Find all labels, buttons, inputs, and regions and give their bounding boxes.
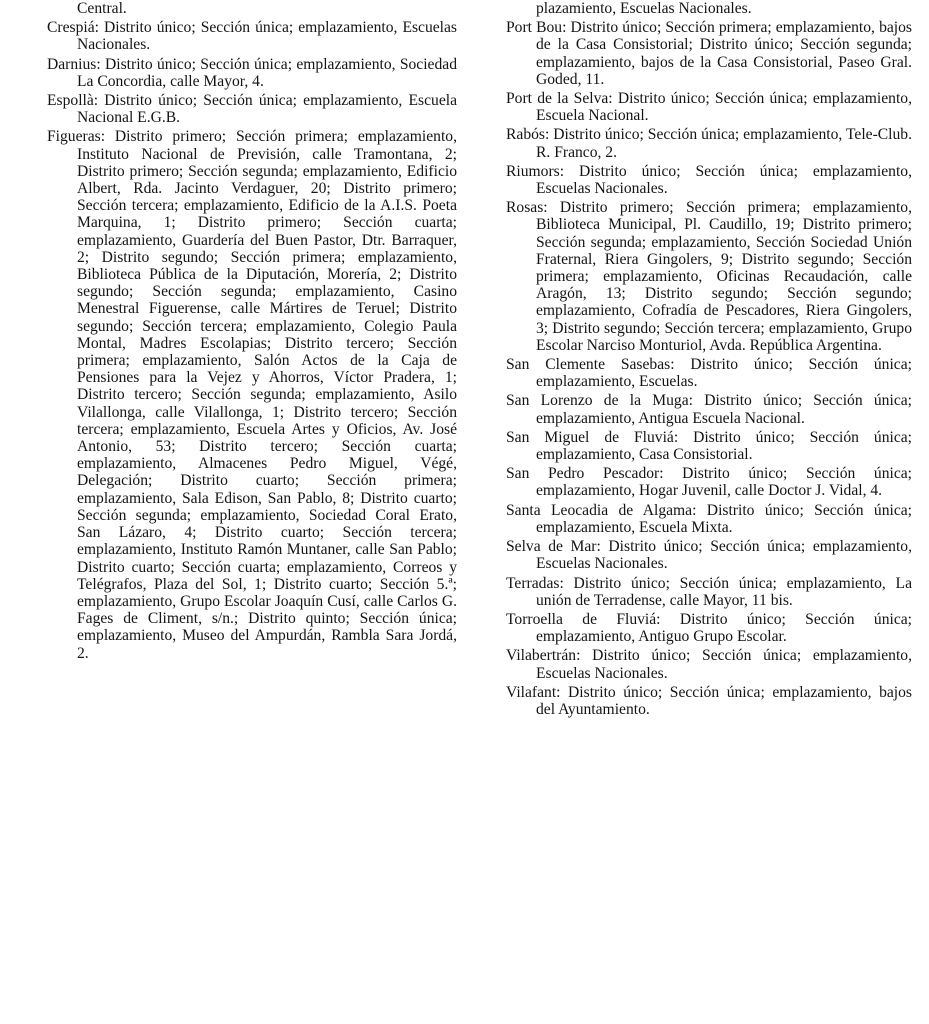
left-column-entry: Figueras: Distrito primero; Sección primera; emplazamiento, Instituto Nacional de Previsión, calle Tramontana, 2; Distrito primero; Sección segunda; emplazamiento, Edificio Albert, Rda. Jacinto Verdaguer, 20; Distrito primero; Sección tercera; emplazamiento, Edificio de la A.I.S. Poeta Marquina, 1; Distrito primero; Sección cuarta; emplazamiento, Guardería del Buen Pastor, Dtr. Barraquer, 2; Distrito segundo; Sección primera; emplazamiento, Biblioteca Pública de la Diputación, Morería, 2; Distrito segundo; Sección segunda; emplazamiento, Casino Menestral Figuerense, calle Mártires de Teruel; Distrito segundo; Sección tercera; emplazamiento, Colegio Paula Montal, Madres Escolapias; Distrito tercero; Sección primera; emplazamiento, Salón Actos de la Caja de Pensiones para la Vejez y Ahorros, Víctor Pradera, 1; Distrito tercero; Sección segunda; emplazamiento, Asilo Vilallonga, calle Vilallonga, 1; Distrito tercero; Sección tercera; emplazamiento, Escuela Artes y Oficios, Av. José Antonio, 53; Distrito tercero; Sección cuarta; emplazamiento, Almacenes Pedro Miguel, Végé, Delegación; Distrito cuarto; Sección primera; emplazamiento, Sala Edison, San Pablo, 8; Distrito cuarto; Sección segunda; emplazamiento, Sociedad Coral Erato, San Lázaro, 4; Distrito cuarto; Sección tercera; emplazamiento, Instituto Ramón Muntaner, calle San Pablo; Distrito cuarto; Sección cuarta; emplazamiento, Correos y Telégrafos, Plaza del Sol, 1; Distrito cuarto; Sección 5.ª; emplazamiento, Grupo Escolar Joaquín Cusí, calle Carlos G. Fages de Climent, s/n.; Distrito quinto; Sección única; emplazamiento, Museo del Ampurdán, Rambla Sara Jordá, 2. [47,128,457,662]
right-column-entry: San Pedro Pescador: Distrito único; Sección única; emplazamiento, Hogar Juvenil, calle Doctor J. Vidal, 4. [506,465,912,500]
right-column-entry: Port de la Selva: Distrito único; Sección única; emplazamiento, Escuela Nacional. [506,90,912,125]
left-column [47,0,457,664]
left-column-entry: Central. [77,0,127,17]
right-column-entry: Vilabertrán: Distrito único; Sección única; emplazamiento, Escuelas Nacionales. [506,647,912,682]
left-column-entry: Crespiá: Distrito único; Sección única; emplazamiento, Escuelas Nacionales. [47,19,457,54]
right-column-entry: San Miguel de Fluviá: Distrito único; Sección única; emplazamiento, Casa Consistorial. [506,428,912,464]
left-column-entry: Espollà: Distrito único; Sección única; emplazamiento, Escuela Nacional E.G.B. [47,92,457,127]
right-column-entry: Rosas: Distrito primero; Sección primera; emplazamiento, Biblioteca Municipal, Pl. Caudillo, 19; Distrito primero; Sección segunda; emplazamiento, Sección Sociedad Unión Fraternal, Riera Gingolers, 9; Distrito segundo; Sección primera; emplazamiento, Oficinas Recaudación, calle Aragón, 13; Distrito segundo; Sección segundo; emplazamiento, Cofradía de Pescadores, Riera Gingolers, 3; Distrito segundo; Sección tercera; emplazamiento, Grupo Escolar Narciso Monturiol, Avda. República Argentina. [506,199,912,354]
right-column-entry: Terradas: Distrito único; Sección única; emplazamiento, La unión de Terradense, calle Mayor, 11 bis. [506,574,912,609]
right-column-entry: plazamiento, Escuelas Nacionales. [536,0,752,17]
right-column-entry: Port Bou: Distrito único; Sección primera; emplazamiento, bajos de la Casa Consistorial; Distrito único; Sección segunda; emplazamiento, bajos de la Casa Consistorial, Paseo Gral. Goded, 11. [506,19,912,88]
right-column-entry: Riumors: Distrito único; Sección única; emplazamiento, Escuelas Nacionales. [506,162,912,198]
right-column-entry: Selva de Mar: Distrito único; Sección única; emplazamiento, Escuelas Nacionales. [506,538,912,573]
left-column-entry: Darnius: Distrito único; Sección única; emplazamiento, Sociedad La Concordia, calle Mayor, 4. [47,55,457,90]
right-column-entry: San Clemente Sasebas: Distrito único; Sección única; emplazamiento, Escuelas. [506,356,912,391]
right-column [506,0,912,720]
right-column-entry: Vilafant: Distrito único; Sección única; emplazamiento, bajos del Ayuntamiento. [506,683,912,718]
right-column-entry: Rabós: Distrito único; Sección única; emplazamiento, Tele-Club. R. Franco, 2. [506,126,912,161]
right-column-entry: San Lorenzo de la Muga: Distrito único; Sección única; emplazamiento, Antigua Escuela Nacional. [506,392,912,427]
right-column-entry: Torroella de Fluviá: Distrito único; Sección única; emplazamiento, Antiguo Grupo Escolar. [506,610,912,646]
right-column-entry: Santa Leocadia de Algama: Distrito único; Sección única; emplazamiento, Escuela Mixta. [506,501,912,536]
